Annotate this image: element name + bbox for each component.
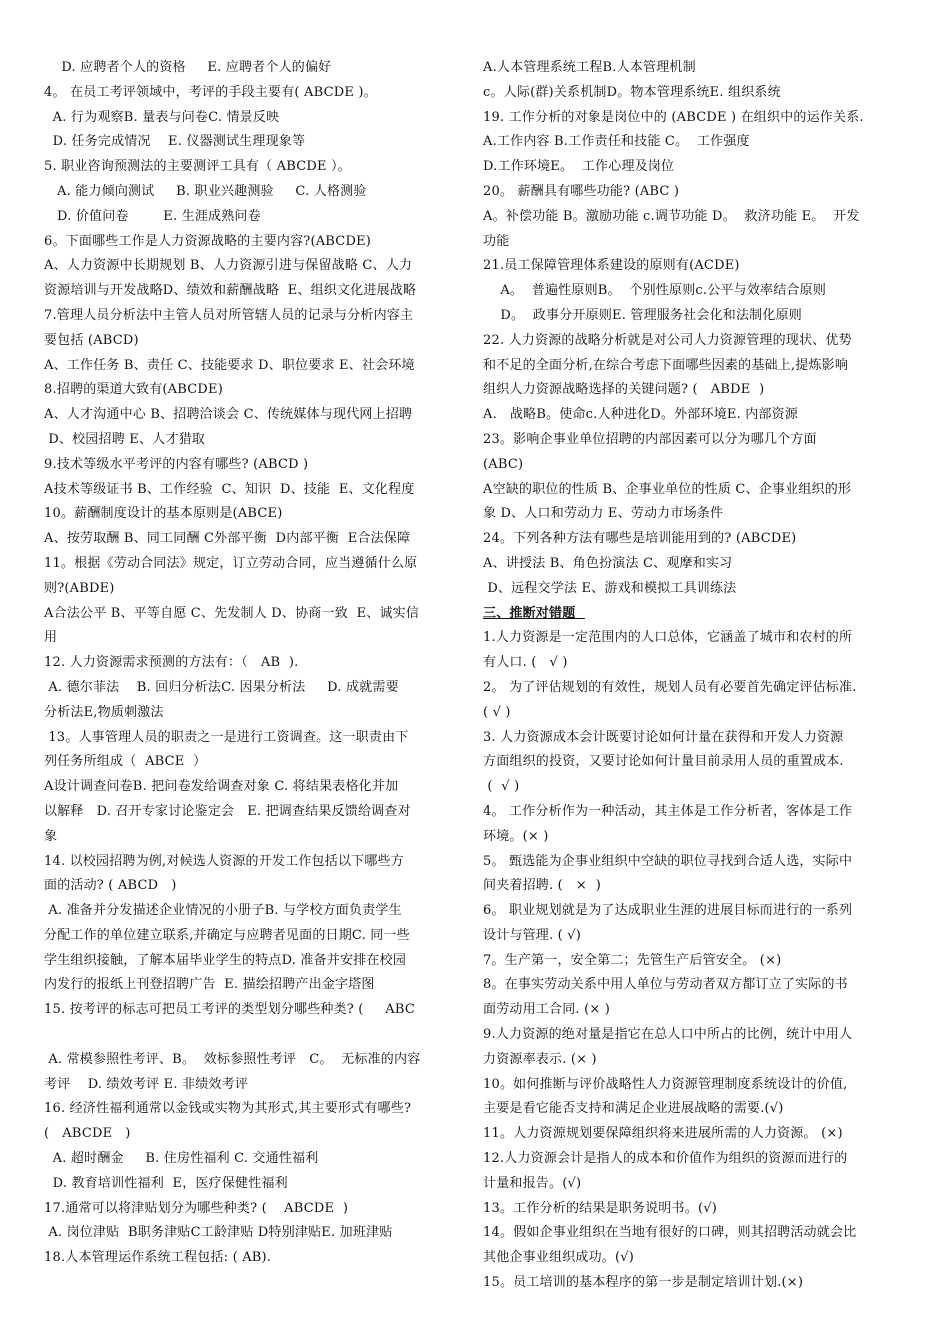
- right-text-line: 环境。(× ): [483, 828, 549, 844]
- left-text-line: 要包括 (ABCD): [44, 332, 139, 348]
- left-text-line: A. 能力倾向测试 B. 职业兴趣测验 C. 人格测验: [44, 183, 367, 199]
- left-text-line: 5. 职业咨询预测法的主要测评工具有（ ABCDE ）。: [44, 159, 351, 175]
- left-text-line: 4。 在员工考评领域中，考评的手段主要有( ABCDE )。: [44, 84, 377, 100]
- left-column: [44, 56, 452, 1271]
- left-text-line: A. 德尔菲法 B. 回归分析法C. 因果分析法 D. 成就需要: [44, 679, 399, 695]
- right-text-line: A.人本管理系统工程B.人本管理机制: [483, 60, 696, 75]
- right-text-line: D.工作环境E。 工作心理及岗位: [483, 159, 675, 175]
- left-text-line: A合法公平 B、平等自愿 C、先发制人 D、协商一致 E、诚实信: [44, 605, 420, 621]
- right-text-line: 2。 为了评估规划的有效性，规划人员有必要首先确定评估标准.: [483, 679, 857, 695]
- left-text-line: 面的活动? ( ABCD ): [44, 878, 177, 894]
- right-text-line: 有人口. ( √ ): [483, 655, 568, 671]
- left-text-line: 9.技术等级水平考评的内容有哪些? (ABCD ): [44, 456, 309, 472]
- left-text-line: A. 常模参照性考评、B。 效标参照性考评 C。 无标准的内容: [44, 1051, 421, 1067]
- left-text-line: 16. 经济性福利通常以金钱或实物为其形式,其主要形式有哪些?: [44, 1101, 412, 1117]
- left-text-line: 学生组织接触，了解本届毕业学生的特点D. 准备并安排在校园: [44, 952, 407, 968]
- right-text-line: A、讲授法 B、角色扮演法 C、观摩和实习: [483, 555, 733, 571]
- left-text-line: A、工作任务 B、责任 C、技能要求 D、职位要求 E、社会环境: [44, 357, 415, 373]
- right-text-line: 象 D、人口和劳动力 E、劳动力市场条件: [483, 506, 724, 522]
- right-text-line: 24。下列各种方法有哪些是培训能用到的? (ABCDE): [483, 531, 797, 547]
- left-text-line: D. 教育培训性福利 E，医疗保健性福利: [44, 1175, 288, 1191]
- right-text-line: D。 政事分开原则E. 管理服务社会化和法制化原则: [483, 307, 802, 323]
- right-text-line: 面劳动用工合同. (× ): [483, 1002, 611, 1018]
- left-text-line: D. 价值问卷 E. 生涯成熟问卷: [44, 208, 261, 224]
- right-column: [483, 56, 893, 1296]
- left-text-line: A、人才沟通中心 B、招聘洽谈会 C、传统媒体与现代网上招聘: [44, 407, 413, 423]
- left-text-line: A. 超时酬金 B. 住房性福利 C. 交通性福利: [44, 1151, 319, 1167]
- right-text-line: A空缺的职位的性质 B、企事业单位的性质 C、企事业组织的形: [483, 481, 852, 497]
- right-text-line: A.工作内容 B.工作责任和技能 C。 工作强度: [483, 134, 750, 150]
- right-text-line: A。 普遍性原则B。 个别性原则c.公平与效率结合原则: [483, 283, 827, 299]
- right-text-line: A。补偿功能 B。激励功能 c.调节功能 D。 救济功能 E。 开发: [483, 208, 860, 224]
- left-text-line: [44, 1023, 452, 1048]
- left-text-line: A技术等级证书 B、工作经验 C、知识 D、技能 E、文化程度: [44, 481, 415, 497]
- right-text-line: 23。影响企事业单位招聘的内部因素可以分为哪几个方面: [483, 431, 817, 447]
- right-text-line: 11。人力资源规划要保障组织将来进展所需的人力资源。 (×): [483, 1126, 843, 1142]
- right-text-line: 14。假如企事业组织在当地有很好的口碑，则其招聘活动就会比: [483, 1225, 857, 1241]
- left-text-line: 象: [44, 828, 58, 844]
- left-text-line: 15. 按考评的标志可把员工考评的类型划分哪些种类? ( ABC: [44, 1002, 415, 1018]
- right-text-line: 其他企事业组织成功。(√): [483, 1250, 635, 1266]
- right-text-line: 间夹着招聘. ( × ): [483, 878, 601, 894]
- right-text-line: 组织人力资源战略选择的关键问题? ( ABDE ): [483, 382, 765, 398]
- right-text-line: 主要是看它能否支持和满足企业进展战略的需要.(√): [483, 1101, 784, 1117]
- right-text-line: A. 战略B。使命c.人种进化D。外部环境E. 内部资源: [483, 407, 799, 423]
- right-text-line: ( √ ): [483, 704, 511, 720]
- left-text-line: 6。下面哪些工作是人力资源战略的主要内容?(ABCDE): [44, 233, 372, 249]
- right-text-line: 功能: [483, 233, 510, 249]
- right-text-line: ( √ ): [483, 779, 520, 795]
- left-text-line: 以解释 D. 召开专家讨论鉴定会 E. 把调查结果反馈给调查对: [44, 803, 411, 819]
- left-text-line: 17.通常可以将津贴划分为哪些种类? ( ABCDE ): [44, 1200, 349, 1216]
- left-text-line: A. 岗位津贴 B职务津贴C工龄津贴 D特别津贴E. 加班津贴: [44, 1225, 393, 1241]
- right-text-line: 15。员工培训的基本程序的第一步是制定培训计划.(×): [483, 1275, 804, 1291]
- left-text-line: 14. 以校园招聘为例,对候选人资源的开发工作包括以下哪些方: [44, 853, 404, 869]
- right-text-line: 3. 人力资源成本会计既要讨论如何计量在获得和开发人力资源: [483, 729, 844, 745]
- left-text-line: 用: [44, 630, 58, 646]
- left-text-line: ( ABCDE ): [44, 1126, 131, 1142]
- right-text-line: 和不足的全面分析,在综合考虑下面哪些因素的基础上,提炼影响: [483, 357, 849, 373]
- right-text-line: 12.人力资源会计是指人的成本和价值作为组织的资源而进行的: [483, 1151, 848, 1167]
- right-text-line: 22. 人力资源的战略分析就是对公司人力资源管理的现状、优势: [483, 332, 852, 348]
- left-text-line: A、人力资源中长期规划 B、人力资源引进与保留战略 C、人力: [44, 258, 413, 274]
- left-text-line: D. 应聘者个人的资格 E. 应聘者个人的偏好: [44, 60, 332, 75]
- right-text-line: 5。 甄选能为企事业组织中空缺的职位寻找到合适人选，实际中: [483, 853, 853, 869]
- right-text-line: 10。如何推断与评价战略性人力资源管理制度系统设计的价值,: [483, 1076, 848, 1092]
- left-text-line: D、校园招聘 E、人才猎取: [44, 431, 205, 447]
- right-text-line: 力资源率表示. (× ): [483, 1051, 597, 1067]
- right-text-line: 20。 薪酬具有哪些功能? (ABC ): [483, 183, 680, 199]
- right-text-line: 13。工作分析的结果是职务说明书。(√): [483, 1200, 717, 1216]
- left-text-line: A. 行为观察B. 量表与问卷C. 情景反映: [44, 109, 280, 125]
- right-text-line: 7。生产第一，安全第二；先管生产后管安全。 (×): [483, 952, 782, 968]
- right-text-line: (ABC): [483, 456, 524, 472]
- left-text-line: 列任务所组成（ ABCE ）: [44, 754, 207, 770]
- right-text-line: 9.人力资源的绝对量是指它在总人口中所占的比例，统计中用人: [483, 1027, 853, 1043]
- left-text-line: 分配工作的单位建立联系,并确定与应聘者见面的日期C. 同一些: [44, 927, 410, 943]
- right-text-line: 三、推断对错题: [483, 605, 585, 621]
- left-text-line: A. 准备并分发描述企业情况的小册子B. 与学校方面负责学生: [44, 903, 402, 919]
- left-text-line: 12. 人力资源需求预测的方法有：（ AB ).: [44, 655, 299, 671]
- left-text-line: A、按劳取酬 B、同工同酬 C外部平衡 D内部平衡 E合法保障: [44, 531, 411, 547]
- right-text-line: 计量和报告。(√): [483, 1175, 582, 1191]
- left-text-line: D. 任务完成情况 E. 仪器测试生理现象等: [44, 134, 306, 150]
- left-text-line: 13。人事管理人员的职责之一是进行工资调查。这一职责由下: [44, 729, 409, 745]
- right-text-line: 4。 工作分析作为一种活动，其主体是工作分析者，客体是工作: [483, 803, 853, 819]
- right-text-line: D、远程交学法 E、游戏和模拟工具训练法: [483, 580, 737, 596]
- left-text-line: 7.管理人员分析法中主管人员对所管辖人员的记录与分析内容主: [44, 307, 414, 323]
- right-text-line: c。人际(群)关系机制D。物本管理系统E. 组织系统: [483, 84, 781, 100]
- left-text-line: 10。薪酬制度设计的基本原则是(ABCE): [44, 506, 283, 522]
- left-text-line: 考评 D. 绩效考评 E. 非绩效考评: [44, 1076, 249, 1092]
- left-text-line: 11。根据《劳动合同法》规定，订立劳动合同，应当遵循什么原: [44, 555, 418, 571]
- right-text-line: 1.人力资源是一定范围内的人口总体，它涵盖了城市和农村的所: [483, 630, 853, 646]
- right-text-line: 21.员工保障管理体系建设的原则有(ACDE): [483, 258, 740, 274]
- left-text-line: 分析法E,物质刺激法: [44, 704, 164, 720]
- left-text-line: 8.招聘的渠道大致有(ABCDE): [44, 382, 223, 398]
- left-text-line: 内发行的报纸上刊登招聘广告 E. 描绘招聘产出金字塔图: [44, 977, 375, 993]
- right-text-line: 方面组织的投资，又要讨论如何计量目前录用人员的重置成本.: [483, 754, 844, 770]
- right-text-line: 设计与管理. ( √): [483, 927, 582, 943]
- left-text-line: A设计调查问卷B. 把问卷发给调查对象 C. 将结果表格化并加: [44, 779, 399, 795]
- left-text-line: 资源培训与开发战略D、绩效和薪酬战略 E、组织文化进展战略: [44, 283, 417, 299]
- right-text-line: 19. 工作分析的对象是岗位中的 (ABCDE ) 在组织中的运作关系.: [483, 109, 864, 125]
- left-text-line: 则?(ABDE): [44, 580, 115, 596]
- right-text-line: 6。 职业规划就是为了达成职业生涯的进展目标而进行的一系列: [483, 903, 853, 919]
- left-text-line: 18.人本管理运作系统工程包括: ( AB).: [44, 1250, 280, 1266]
- right-text-line: 8。在事实劳动关系中用人单位与劳动者双方都订立了实际的书: [483, 977, 848, 993]
